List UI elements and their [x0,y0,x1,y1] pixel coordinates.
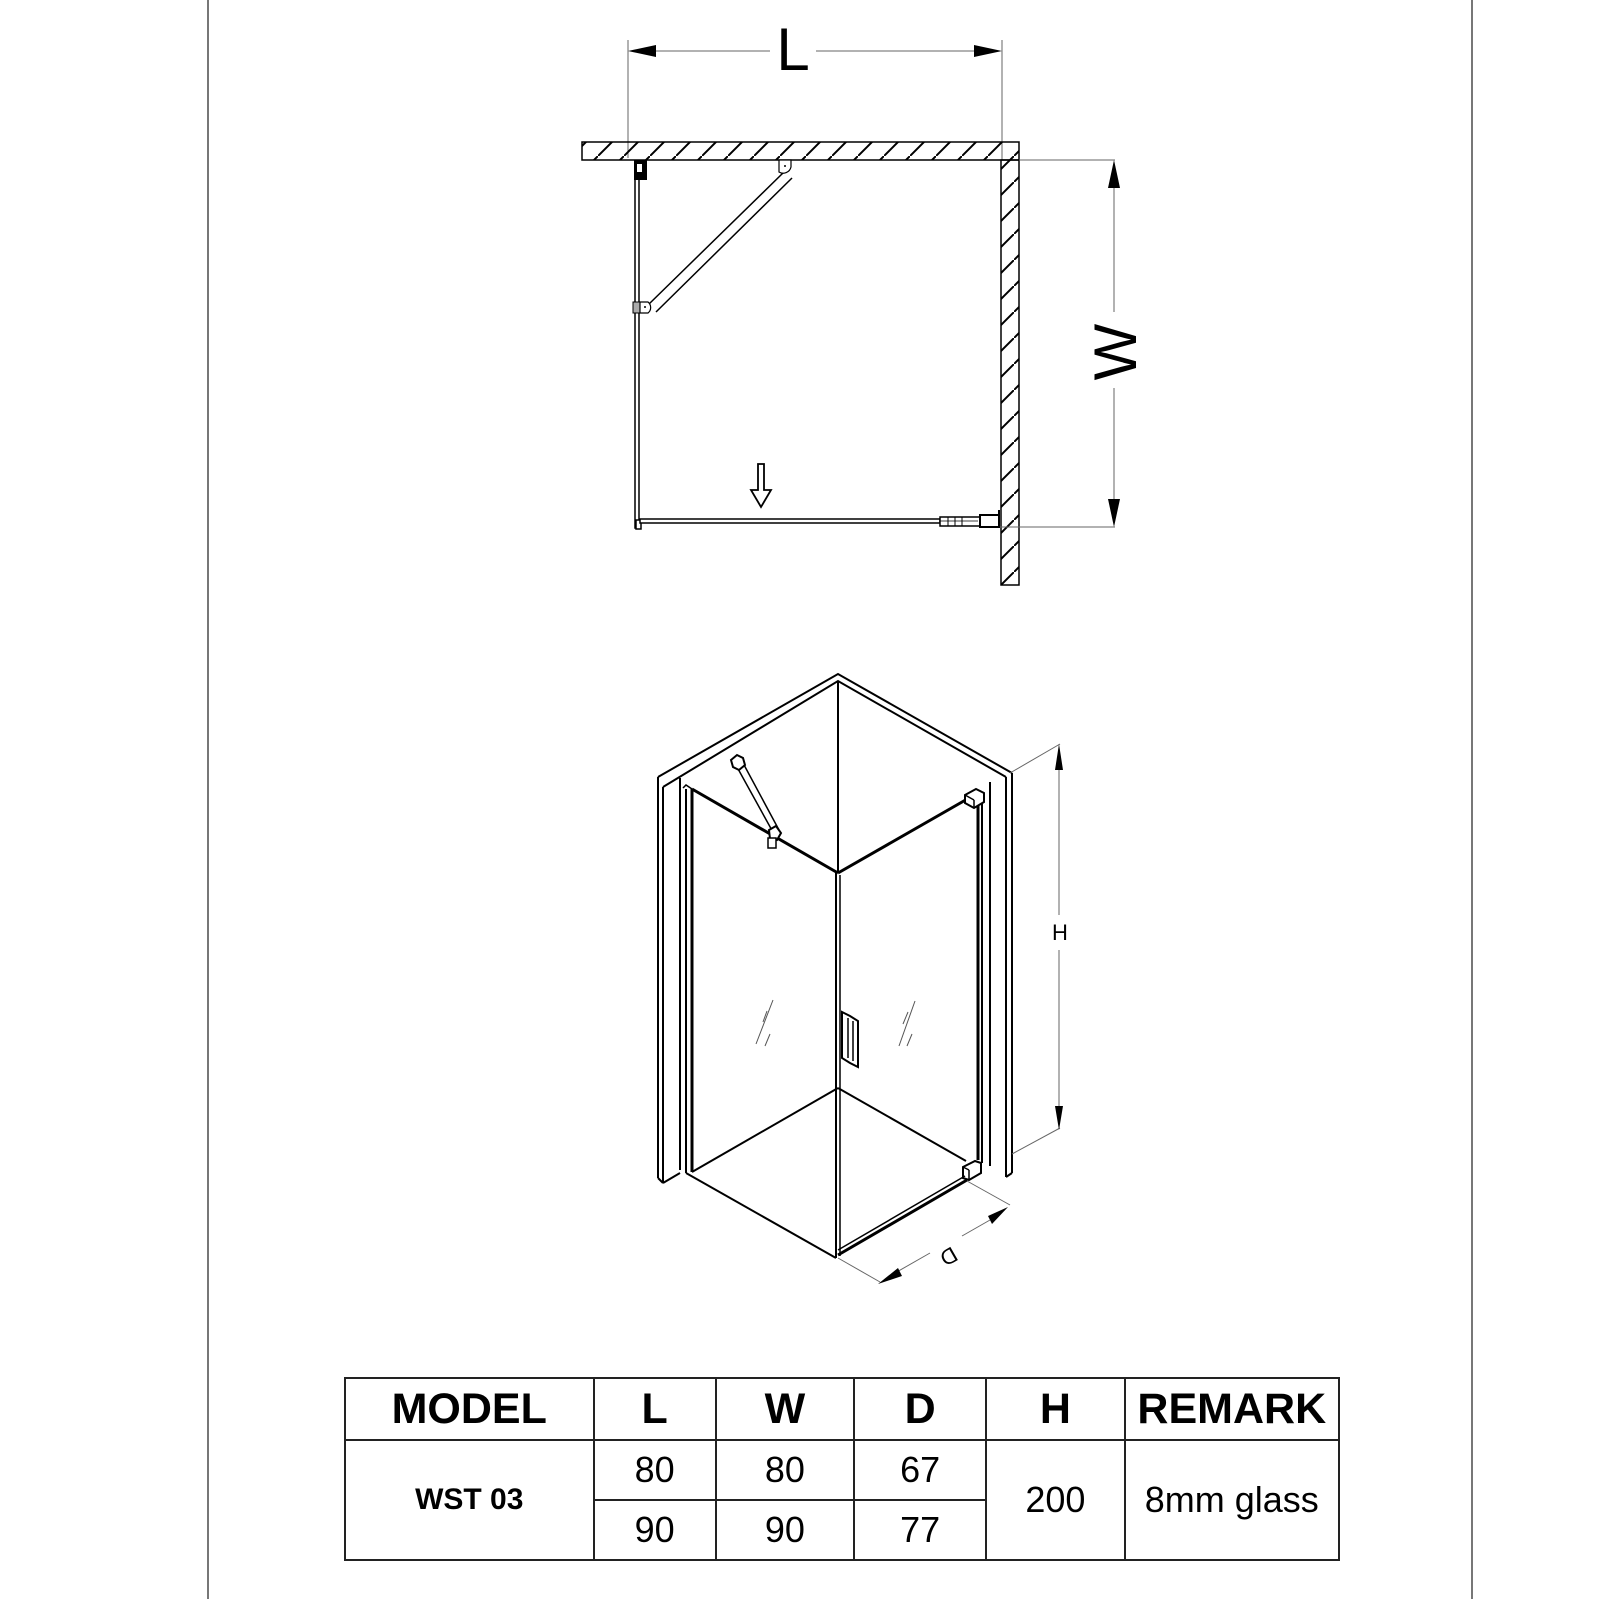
support-bar [633,160,792,313]
header-remark: REMARK [1125,1378,1339,1440]
arrow-right-icon [974,45,1002,57]
cell-d: 77 [854,1500,986,1560]
header-model: MODEL [345,1378,594,1440]
cell-w: 80 [716,1440,854,1500]
plan-view [582,16,1149,585]
isometric-view [658,674,1012,1258]
cell-w: 90 [716,1500,854,1560]
cell-l: 80 [594,1440,716,1500]
arrow-right-icon [988,1207,1008,1224]
arrow-down-icon [1055,1106,1063,1130]
dimension-h-label: H [1052,920,1068,945]
fixed-glass-panel [635,162,639,528]
arrow-left-icon [628,45,656,57]
door-hinge [940,510,999,527]
dimension-h [1010,744,1068,1154]
door-handle [842,1012,858,1067]
right-wall [1001,160,1019,585]
cell-h: 200 [986,1440,1124,1560]
dimension-l-label: L [776,16,810,83]
glass-reflection-left-icon [756,1000,773,1046]
arrow-left-icon [878,1268,902,1284]
arrow-up-icon [1055,744,1063,770]
dimension-w-label: W [1082,323,1149,381]
spec-table-header [345,1378,1339,1440]
cell-d: 67 [854,1440,986,1500]
arrow-down-icon [1108,499,1120,527]
header-l: L [594,1378,716,1440]
door-glass-panel [640,519,940,523]
glass-reflection-right-icon [899,1001,915,1046]
table-row [345,1440,1339,1500]
iso-support-bar [731,755,781,848]
dimension-l [628,16,1002,160]
arrow-up-icon [1108,160,1120,188]
header-d: D [854,1378,986,1440]
header-w: W [716,1378,854,1440]
spec-table [344,1377,1340,1561]
dimension-w [1000,160,1149,527]
header-h: H [986,1378,1124,1440]
cell-remark: 8mm glass [1125,1440,1339,1560]
model-cell: WST 03 [345,1440,594,1560]
cell-l: 90 [594,1500,716,1560]
opening-direction-arrow-icon [751,464,771,507]
dimension-d [838,1181,1010,1284]
top-wall [582,142,1019,160]
iso-bottom-hinge [963,1161,981,1180]
dimension-d-label: D [935,1241,962,1272]
